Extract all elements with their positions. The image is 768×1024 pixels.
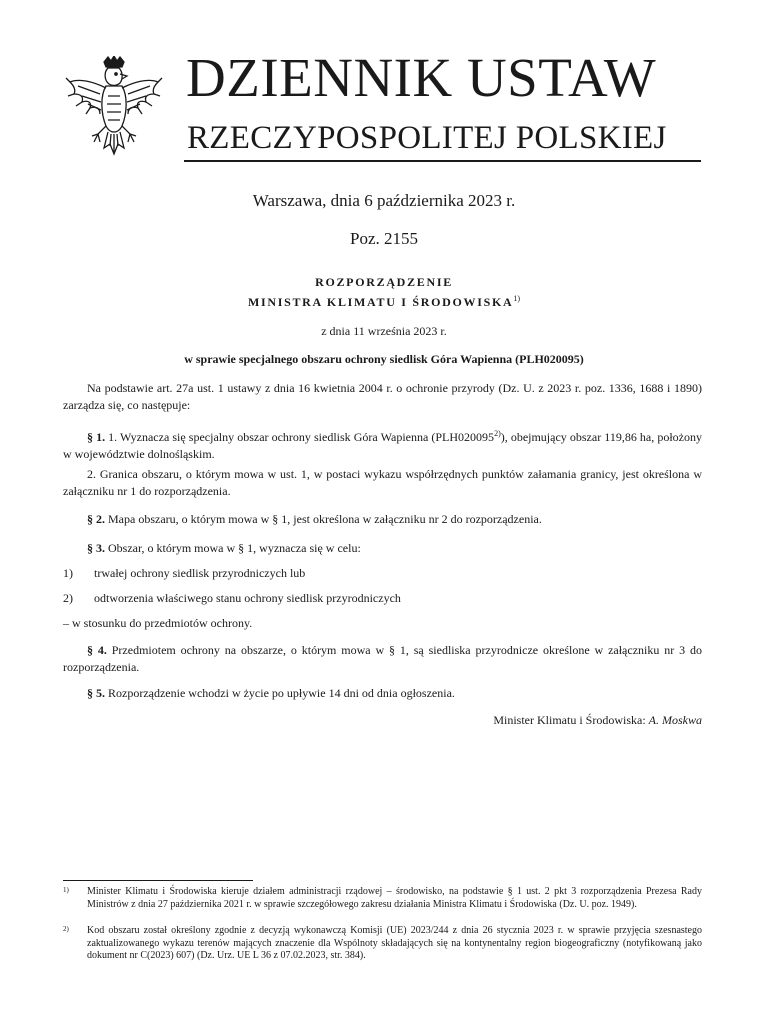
section-1-text-b: ), obejmujący obszar 119,86 ha, położony w województwie dolnośląskim. bbox=[63, 430, 703, 461]
publication-dateline: Warszawa, dnia 6 października 2023 r. bbox=[252, 191, 516, 210]
act-issuer-text: MINISTRA KLIMATU I ŚRODOWISKA bbox=[247, 295, 514, 309]
signature bbox=[493, 713, 702, 728]
act-date: z dnia 11 września 2023 r. bbox=[321, 324, 447, 338]
act-type: ROZPORZĄDZENIE bbox=[315, 275, 453, 289]
masthead bbox=[0, 0, 768, 170]
section-2 bbox=[63, 511, 702, 528]
section-2-text: Mapa obszaru, o którym mowa w § 1, jest określona w załączniku nr 2 do rozporządzenia. bbox=[105, 512, 542, 526]
section-5 bbox=[63, 685, 702, 702]
position-number: Poz. 2155 bbox=[350, 229, 418, 248]
footnote bbox=[63, 886, 702, 911]
section-1-label: § 1. bbox=[87, 430, 106, 444]
signature-name: A. Moskwa bbox=[648, 713, 702, 727]
list-item-text: odtworzenia właściwego stanu ochrony siedlisk przyrodniczych bbox=[94, 591, 401, 605]
list-item bbox=[63, 565, 702, 582]
masthead-divider bbox=[184, 160, 701, 162]
act-issuer bbox=[0, 294, 768, 310]
footnote-ref-2[interactable]: 2) bbox=[494, 429, 501, 438]
section-1-paragraph-2: 2. Granica obszaru, o którym mowa w ust. 1, w postaci wykazu współrzędnych punktów załamania granicy, jest określona w załączniku nr 1 do rozporządzenia. bbox=[63, 467, 702, 498]
section-5-label: § 5. bbox=[87, 686, 105, 700]
list-item bbox=[63, 590, 702, 607]
footnote bbox=[63, 925, 702, 963]
footnote-mark: 2) bbox=[63, 925, 69, 933]
footnote-text: Minister Klimatu i Środowiska kieruje działem administracji rządowej – środowisko, na podstawie § 1 ust. 2 pkt 3 rozporządzenia Prezesa Rady Ministrów z dnia 27 października 2021 r. w sprawie szczegółowego zakresu działania Ministra Klimatu i Środowiska (Dz. U. poz. 1949). bbox=[87, 886, 702, 910]
section-4 bbox=[63, 642, 702, 676]
section-3-tail: – w stosunku do przedmiotów ochrony. bbox=[63, 616, 253, 630]
section-5-text: Rozporządzenie wchodzi w życie po upływie 14 dni od dnia ogłoszenia. bbox=[105, 686, 455, 700]
list-item-text: trwałej ochrony siedlisk przyrodniczych lub bbox=[94, 566, 306, 580]
preamble: Na podstawie art. 27a ust. 1 ustawy z dnia 16 kwietnia 2004 r. o ochronie przyrody (Dz. U. z 2023 r. poz. 1336, 1688 i 1890) zarządza się, co następuje: bbox=[63, 381, 702, 412]
journal-title: DZIENNIK USTAW bbox=[186, 47, 657, 108]
section-3-text: Obszar, o którym mowa w § 1, wyznacza się w celu: bbox=[105, 541, 361, 555]
section-4-label: § 4. bbox=[87, 643, 107, 657]
footnote-ref-1[interactable]: 1) bbox=[513, 294, 521, 303]
list-item-number: 1) bbox=[63, 566, 73, 580]
section-1-text-a: 1. Wyznacza się specjalny obszar ochrony siedlisk Góra Wapienna (PLH020095 bbox=[105, 430, 495, 444]
act-subject: w sprawie specjalnego obszaru ochrony siedlisk Góra Wapienna (PLH020095) bbox=[184, 352, 584, 366]
signature-role: Minister Klimatu i Środowiska: bbox=[493, 713, 649, 727]
section-3 bbox=[63, 540, 702, 557]
section-1-paragraph-1 bbox=[63, 425, 702, 463]
footnote-divider bbox=[63, 880, 253, 881]
section-4-text: Przedmiotem ochrony na obszarze, o którym mowa w § 1, są siedliska przyrodnicze określone w załączniku nr 3 do rozporządzenia. bbox=[63, 643, 702, 674]
section-2-label: § 2. bbox=[87, 512, 105, 526]
list-item-number: 2) bbox=[63, 591, 73, 605]
polish-eagle-icon bbox=[64, 56, 164, 164]
section-3-label: § 3. bbox=[87, 541, 105, 555]
journal-subtitle: RZECZYPOSPOLITEJ POLSKIEJ bbox=[187, 120, 667, 156]
footnote-text: Kod obszaru został określony zgodnie z decyzją wykonawczą Komisji (UE) 2023/244 z dnia 26 stycznia 2023 r. w sprawie przyjęcia szesnastego zaktualizowanego wykazu terenów mających znaczenie dla Wspólnoty składających się na kontynentalny region biogeograficzny (notyfikowaną jako dokument nr C(2023) 607) (Dz. Urz. UE L 36 z 07.02.2023, str. 384). bbox=[87, 925, 702, 961]
footnote-mark: 1) bbox=[63, 886, 69, 894]
